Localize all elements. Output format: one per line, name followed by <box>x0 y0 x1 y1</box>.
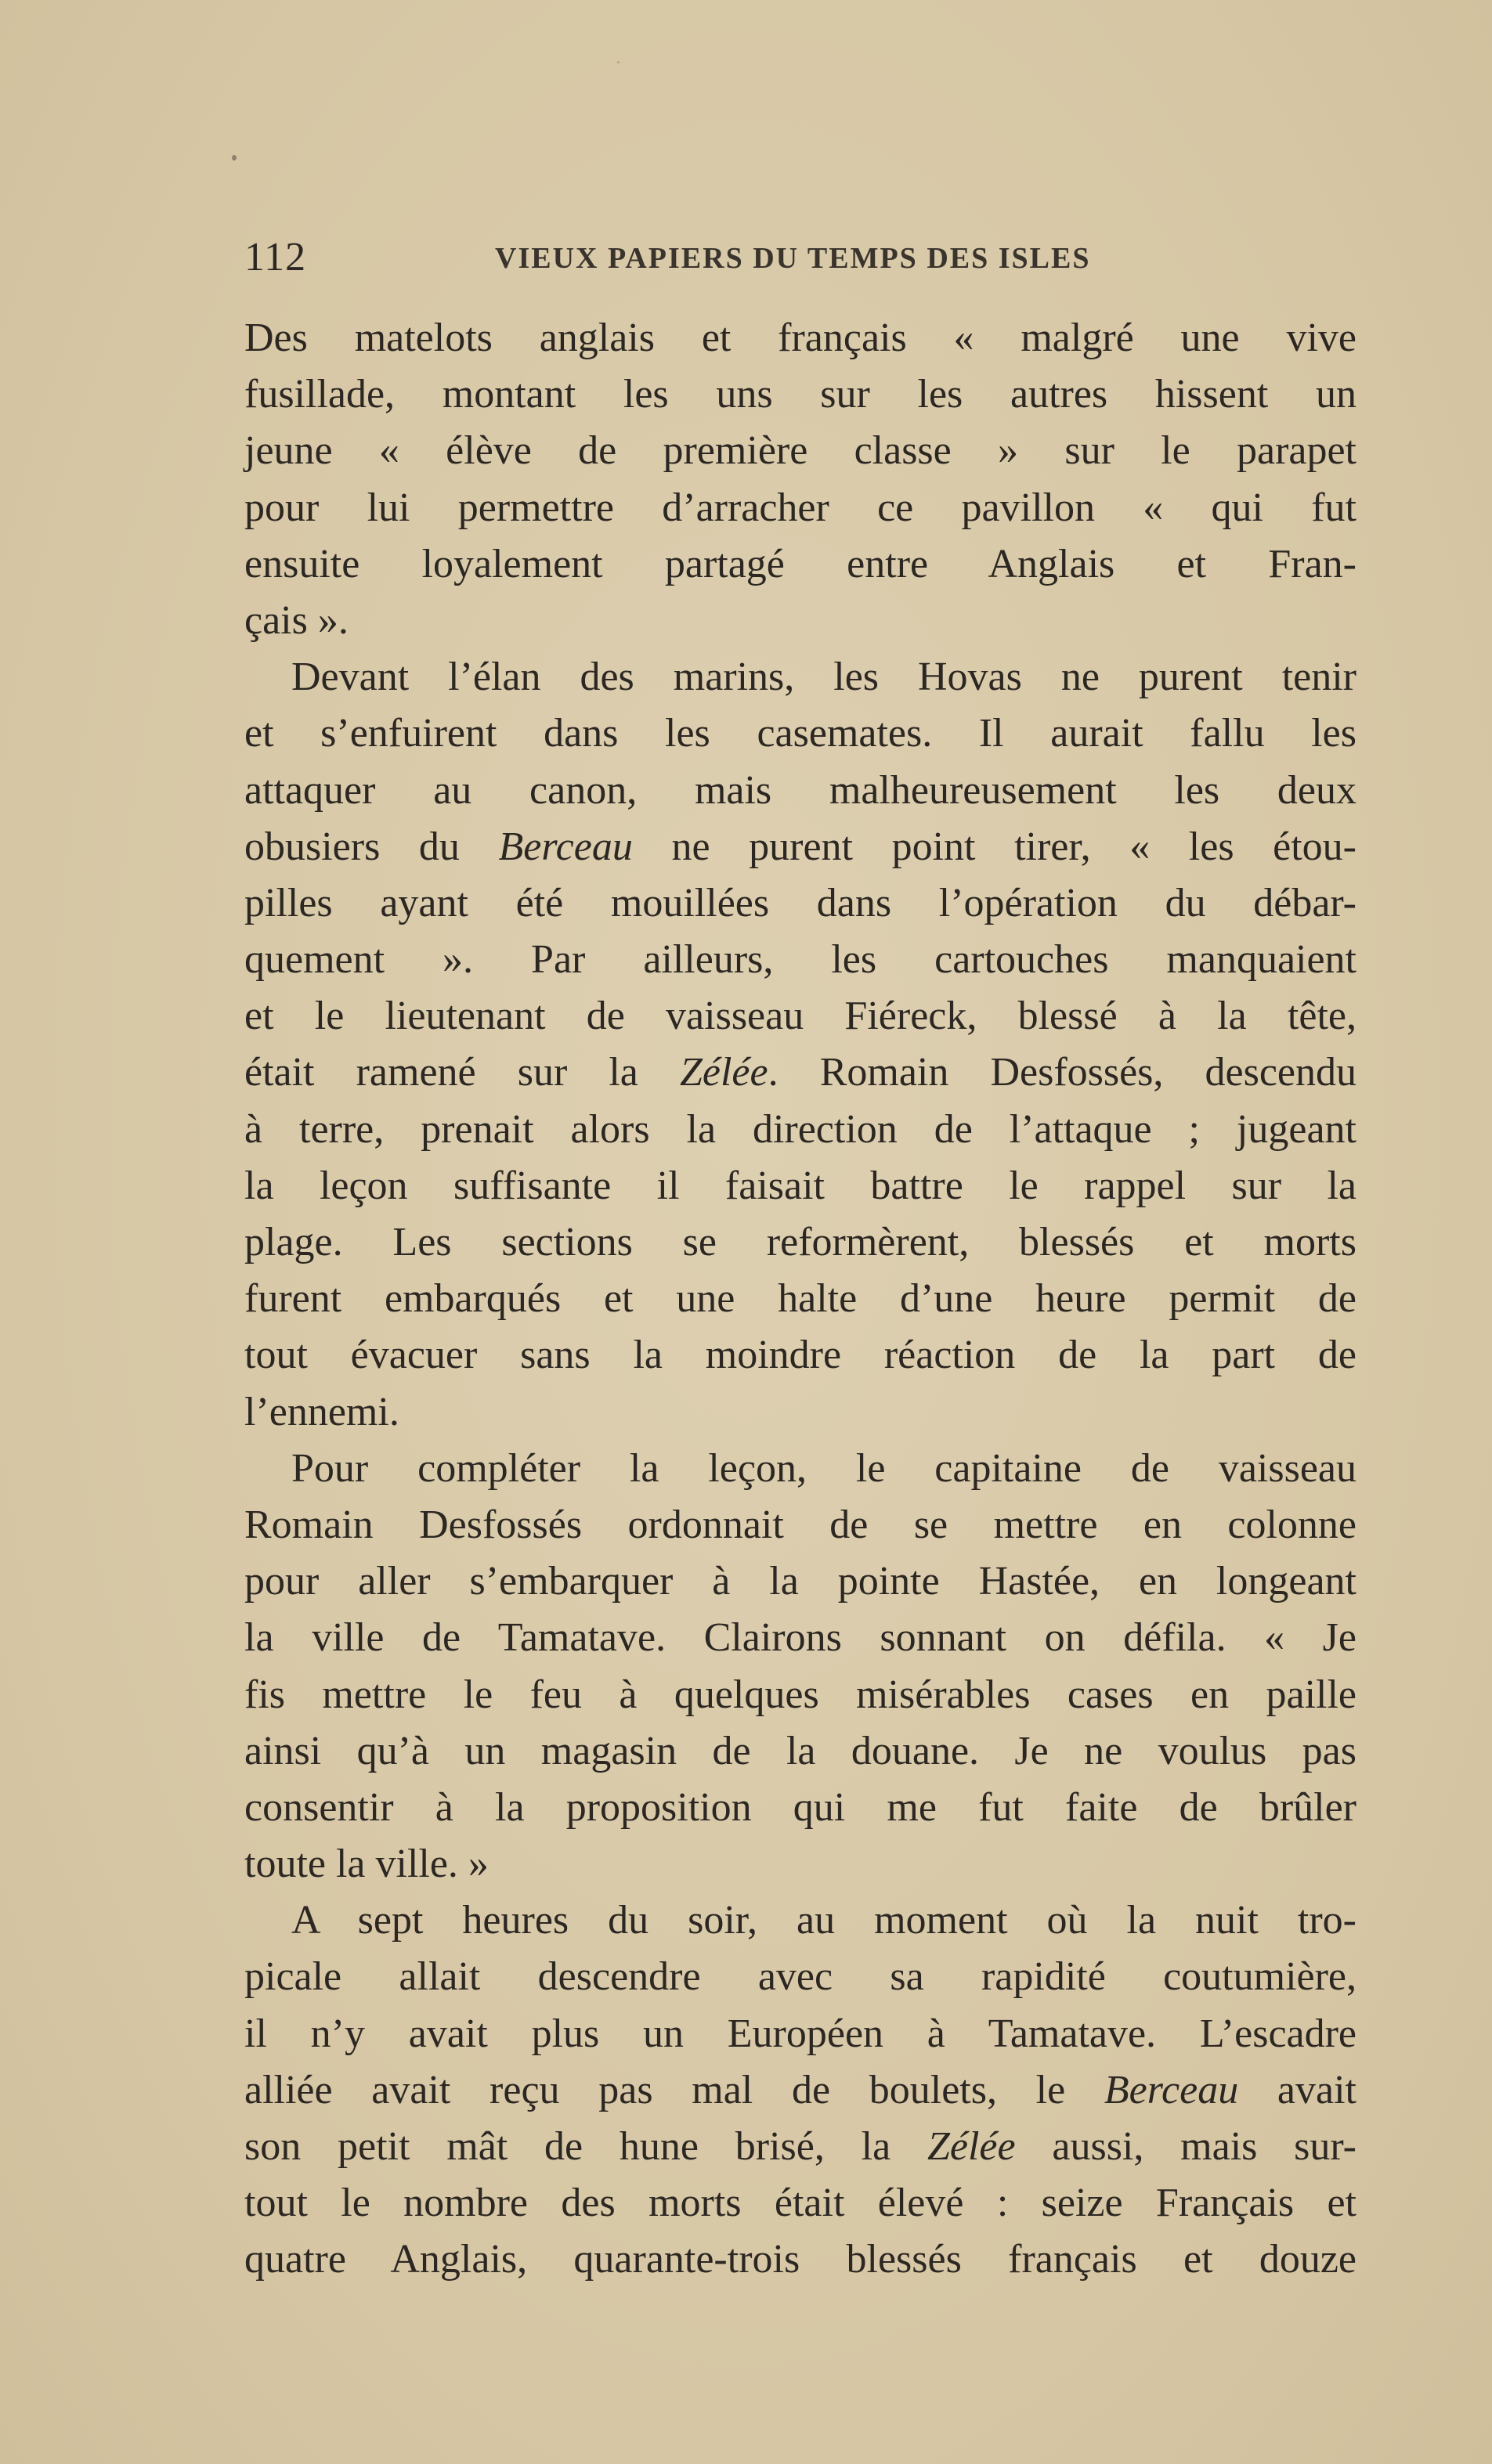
paper-speck <box>617 61 620 63</box>
text-line: fusillade, montant les uns sur les autres hissent un <box>244 372 1357 417</box>
text-line: A sept heures du soir, au moment où la nuit tro- <box>291 1898 1357 1943</box>
text-line: son petit mât de hune brisé, la Zélée aussi, mais sur- <box>244 2124 1357 2169</box>
text-line: fis mettre le feu à quelques misérables cases en paille <box>244 1672 1357 1717</box>
text-line: picale allait descendre avec sa rapidité coutumière, <box>244 1954 1357 2000</box>
text-line: et le lieutenant de vaisseau Fiéreck, blessé à la tête, <box>244 994 1357 1039</box>
text-line: à terre, prenait alors la direction de l’attaque ; jugeant <box>244 1106 1357 1152</box>
text-line: alliée avait reçu pas mal de boulets, le Berceau avait <box>244 2067 1357 2112</box>
text-line: furent embarqués et une halte d’une heure permit de <box>244 1276 1357 1322</box>
text-line: Des matelots anglais et français « malgré une vive <box>244 316 1357 360</box>
text-line: quement ». Par ailleurs, les cartouches manquaient <box>244 937 1357 983</box>
text-line: obusiers du Berceau ne purent point tirer, « les étou- <box>244 824 1357 869</box>
running-header <box>244 230 1357 285</box>
text-line: ensuite loyalement partagé entre Anglais et Fran- <box>244 541 1357 586</box>
text-line: toute la ville. » <box>244 1842 489 1887</box>
paper-speck <box>232 155 237 161</box>
text-line: la ville de Tamatave. Clairons sonnant on défila. « Je <box>244 1615 1357 1661</box>
text-line: tout le nombre des morts était élevé : seize Français et <box>244 2181 1357 2226</box>
text-line: la leçon suffisante il faisait battre le rappel sur la <box>244 1163 1357 1208</box>
text-line: il n’y avait plus un Européen à Tamatave. L’escadre <box>244 2011 1357 2056</box>
text-line: jeune « élève de première classe » sur le parapet <box>244 428 1357 474</box>
text-line: pour aller s’embarquer à la pointe Hastée, en longeant <box>244 1559 1357 1604</box>
running-title: VIEUX PAPIERS DU TEMPS DES ISLES <box>495 242 1091 275</box>
text-line: plage. Les sections se reformèrent, blessés et morts <box>244 1220 1357 1264</box>
text-line: tout évacuer sans la moindre réaction de la part de <box>244 1333 1357 1378</box>
text-line: l’ennemi. <box>244 1389 399 1434</box>
text-line: consentir à la proposition qui me fut faite de brûler <box>244 1784 1357 1830</box>
text-line: pour lui permettre d’arracher ce pavillon « qui fut <box>244 485 1357 530</box>
text-line: Devant l’élan des marins, les Hovas ne purent tenir <box>291 655 1357 700</box>
text-line: attaquer au canon, mais malheureusement les deux <box>244 767 1357 813</box>
text-line: Pour compléter la leçon, le capitaine de vaisseau <box>291 1445 1357 1491</box>
page-number: 112 <box>244 235 307 280</box>
text-line: çais ». <box>244 597 349 643</box>
text-line: et s’enfuirent dans les casemates. Il aurait fallu les <box>244 711 1357 756</box>
text-line: ainsi qu’à un magasin de la douane. Je ne voulus pas <box>244 1728 1357 1773</box>
body-text <box>244 310 1357 2289</box>
text-line: était ramené sur la Zélée. Romain Desfossés, descendu <box>244 1050 1357 1095</box>
text-line: quatre Anglais, quarante-trois blessés français et douze <box>244 2237 1357 2282</box>
text-line: Romain Desfossés ordonnait de se mettre en colonne <box>244 1502 1357 1547</box>
text-line: pilles ayant été mouillées dans l’opération du débar- <box>244 880 1357 925</box>
